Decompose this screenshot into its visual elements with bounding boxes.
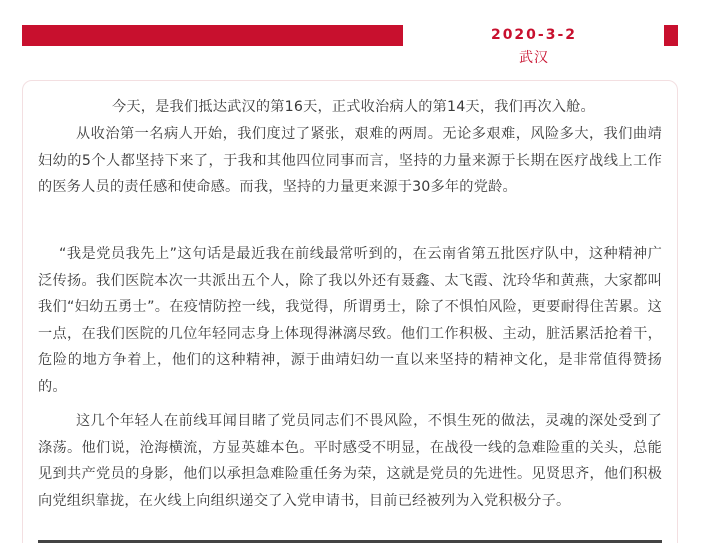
paragraph-1: 今天，是我们抵达武汉的第16天，正式收治病人的第14天，我们再次入舱。 [112,99,595,115]
header-accent-bar-left [22,25,403,46]
article-location: 武汉 [519,50,549,66]
paragraph-2: 从收治第一名病人开始，我们度过了紧张，艰难的两周。无论多艰难，风险多大，我们曲靖妇幼的5个人都坚持下来了，于我和其他四位同事而言，坚持的力量来源于长期在医疗战线上工作的医务人员的责任感和使命感。而我，坚持的力量更来源于30多年的党龄。 [38,126,662,196]
paragraph-3: “我是党员我先上”这句话是最近我在前线最常听到的，在云南省第五批医疗队中，这种精神广泛传扬。我们医院本次一共派出五个人，除了我以外还有聂鑫、太飞霞、沈玲华和黄燕，大家都叫我们“妇幼五勇士”。在疫情防控一线，我觉得，所谓勇士，除了不惧怕风险，更要耐得住苦累。这一点，在我们医院的几位年轻同志身上体现得淋漓尽致。他们工作积极、主动，脏活累活抢着干，危险的地方争着上，他们的这种精神，源于曲靖妇幼一直以来坚持的精神文化，是非常值得赞扬的。 [38,246,662,395]
header-accent-bar-right [664,25,678,46]
article-date: 2020-3-2 [490,27,578,43]
paragraph-4: 这几个年轻人在前线耳闻目睹了党员同志们不畏风险，不惧生死的做法，灵魂的深处受到了涤荡。他们说，沧海横流，方显英雄本色。平时感受不明显，在战役一线的急难险重的关头，总能见到共产党员的身影，他们以承担急难险重任务为荣，这就是党员的先进性。见贤思齐，他们积极向党组织靠拢，在火线上向组织递交了入党申请书，目前已经被列为入党积极分子。 [38,413,662,509]
